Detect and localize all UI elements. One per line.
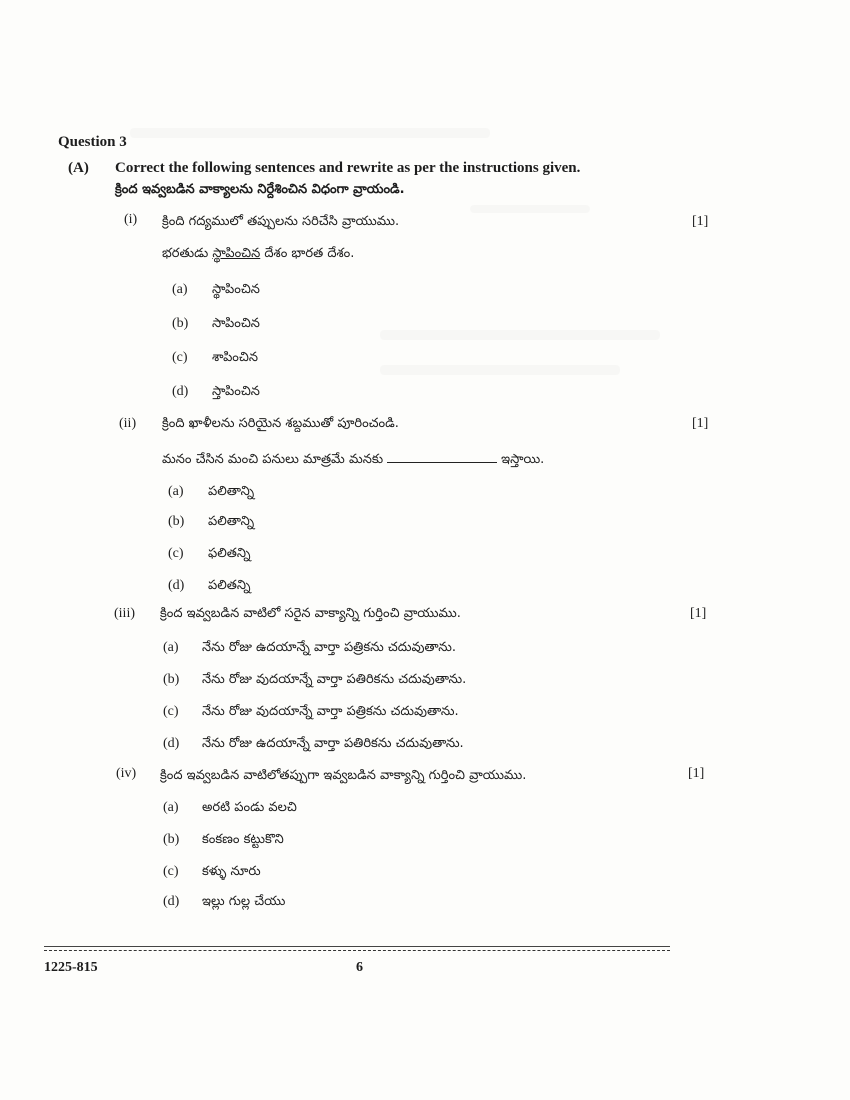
item-prompt: క్రింద ఇవ్వబడిన వాటిలోతప్పుగా ఇవ్వబడిన వాక్యాన్ని గుర్తించి వ్రాయుము. (160, 768, 527, 783)
option-label: (d) (163, 894, 180, 909)
bleed-through-mark (380, 365, 620, 375)
item-marks: [1] (692, 416, 709, 431)
item-marks: [1] (688, 766, 705, 781)
option-text: పలితన్ని (208, 578, 251, 593)
item-sentence (162, 450, 544, 470)
footer-rule (44, 946, 670, 947)
item-sentence (162, 246, 354, 264)
item-number: (iv) (116, 766, 137, 781)
bleed-through-mark (380, 330, 660, 340)
option-text: పలితాన్ని (208, 514, 255, 529)
option-label: (b) (163, 672, 180, 687)
option-text: కళ్ళు నూరు (202, 864, 261, 879)
instruction-telugu: క్రింద ఇవ్వబడిన వాక్యాలను నిర్దేశించిన విధంగా వ్రాయండి. (115, 182, 405, 197)
footer-rule-dashed (44, 950, 670, 951)
option-label: (c) (172, 350, 188, 365)
option-label: (a) (168, 484, 184, 499)
item-marks: [1] (692, 214, 709, 229)
option-label: (c) (163, 864, 179, 879)
option-label: (c) (168, 546, 184, 561)
sentence-part: దేశం భారత దేశం. (260, 246, 355, 261)
option-label: (d) (168, 578, 185, 593)
item-number: (ii) (119, 416, 137, 431)
option-label: (a) (172, 282, 188, 297)
option-text: నేను రోజు ఉదయాన్నే వార్తా పత్రికను చదువుతాను. (202, 640, 456, 655)
question-title: Question 3 (58, 134, 127, 150)
option-text: నేను రోజు వుదయాన్నే వార్తా పత్రికను చదువుతాను. (202, 704, 459, 719)
option-label: (b) (163, 832, 180, 847)
part-label: (A) (68, 160, 89, 176)
option-label: (d) (172, 384, 189, 399)
option-text: ఫలితన్ని (208, 546, 251, 561)
sentence-part: భరతుడు (162, 246, 213, 261)
option-label: (a) (163, 800, 179, 815)
option-label: (c) (163, 704, 179, 719)
item-prompt: క్రింది గద్యములో తప్పులను సరిచేసి వ్రాయుము. (162, 214, 400, 229)
option-text: శాపించిన (212, 350, 258, 365)
option-text: సాపించిన (212, 316, 260, 331)
option-label: (a) (163, 640, 179, 655)
item-prompt: క్రింద ఇవ్వబడిన వాటిలో సరైన వాక్యాన్ని గుర్తించి వ్రాయుము. (160, 606, 461, 621)
option-text: ఇల్లు గుల్ల చేయు (202, 894, 286, 909)
option-text: పలితాన్ని (208, 484, 255, 499)
underlined-word: స్థాపించిన (212, 246, 261, 261)
sentence-part: ఇస్తాయి. (501, 452, 545, 467)
bleed-through-mark (130, 128, 490, 138)
instruction-english: Correct the following sentences and rewrite as per the instructions given. (115, 160, 581, 176)
option-label: (b) (168, 514, 185, 529)
fill-blank (387, 450, 497, 463)
option-text: నేను రోజు వుదయాన్నే వార్తా పతిరికను చదువుతాను. (202, 672, 467, 687)
item-marks: [1] (690, 606, 707, 621)
option-text: కంకణం కట్టుకొని (202, 832, 284, 847)
item-number: (iii) (114, 606, 135, 621)
option-text: స్తాపించిన (212, 384, 260, 399)
sentence-part: మనం చేసిన మంచి పనులు మాత్రమే మనకు (162, 452, 384, 467)
bleed-through-mark (470, 205, 590, 213)
option-text: స్థాపించిన (212, 282, 260, 297)
option-label: (b) (172, 316, 189, 331)
item-prompt: క్రింది ఖాళీలను సరియైన శబ్దముతో పూరించండి. (162, 416, 399, 431)
page-number: 6 (356, 960, 363, 975)
option-text: నేను రోజు ఉదయాన్నే వార్తా పతిరికను చదువుతాను. (202, 736, 464, 751)
item-number: (i) (124, 212, 138, 227)
option-label: (d) (163, 736, 180, 751)
paper-code: 1225-815 (44, 960, 98, 975)
option-text: అరటి పండు వలచి (202, 800, 297, 815)
